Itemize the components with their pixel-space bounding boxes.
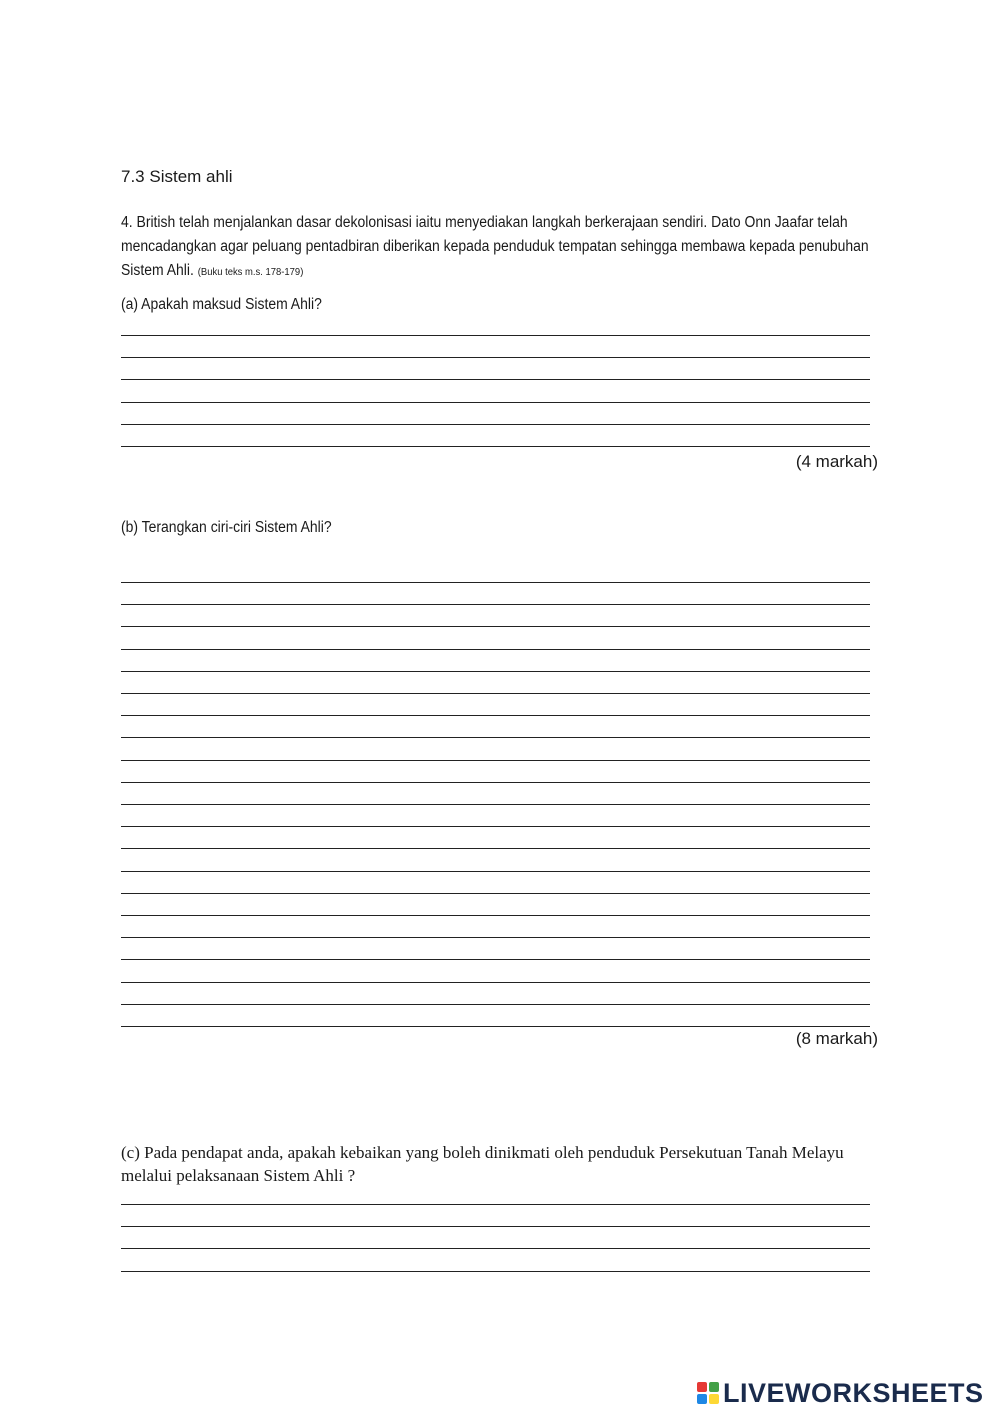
answer-line[interactable] — [121, 335, 870, 336]
question-c: (c) Pada pendapat anda, apakah kebaikan yang boleh dinikmati oleh penduduk Persekutuan Tanah Melayu melalui pelaksanaan Sistem Ahli ? — [121, 1143, 844, 1185]
answer-line[interactable] — [121, 1248, 870, 1249]
answer-line[interactable] — [121, 893, 870, 894]
answer-line[interactable] — [121, 582, 870, 583]
answer-line[interactable] — [121, 671, 870, 672]
textbook-reference: (Buku teks m.s. 178-179) — [197, 266, 304, 278]
liveworksheets-logo-icon — [697, 1382, 719, 1404]
liveworksheets-brand-text: LIVEWORKSHEETS — [723, 1377, 984, 1408]
answer-line[interactable] — [121, 715, 870, 716]
answer-line[interactable] — [121, 379, 870, 380]
answer-line[interactable] — [121, 1026, 870, 1027]
answer-line[interactable] — [121, 402, 870, 403]
marks-b: (8 markah) — [795, 1029, 878, 1048]
answer-line[interactable] — [121, 1204, 870, 1205]
answer-line[interactable] — [121, 826, 870, 827]
logo-square-red — [697, 1382, 707, 1392]
answer-line[interactable] — [121, 937, 870, 938]
question-4-text — [121, 211, 882, 284]
marks-a: (4 markah) — [795, 452, 878, 471]
answer-line[interactable] — [121, 693, 870, 694]
question-4-body: 4. British telah menjalankan dasar dekolonisasi iaitu menyediakan langkah berkerajaan sendiri. Dato Onn Jaafar telah mencadangkan agar peluang pentadbiran diberikan kepada penduduk tempatan sehingga membawa kepada penubuhan Sistem Ahli. — [121, 214, 869, 279]
answer-line[interactable] — [121, 782, 870, 783]
answer-line[interactable] — [121, 1004, 870, 1005]
answer-line[interactable] — [121, 604, 870, 605]
answer-line[interactable] — [121, 915, 870, 916]
answer-line[interactable] — [121, 959, 870, 960]
question-a: (a) Apakah maksud Sistem Ahli? — [121, 296, 322, 313]
answer-line[interactable] — [121, 357, 870, 358]
answer-line[interactable] — [121, 848, 870, 849]
answer-line[interactable] — [121, 804, 870, 805]
logo-square-yellow — [709, 1394, 719, 1404]
section-title: 7.3 Sistem ahli — [121, 167, 233, 186]
question-b: (b) Terangkan ciri-ciri Sistem Ahli? — [121, 519, 332, 536]
answer-line[interactable] — [121, 871, 870, 872]
answer-line[interactable] — [121, 1226, 870, 1227]
answer-line[interactable] — [121, 626, 870, 627]
answer-line[interactable] — [121, 649, 870, 650]
logo-square-blue — [697, 1394, 707, 1404]
answer-line[interactable] — [121, 982, 870, 983]
answer-line[interactable] — [121, 1271, 870, 1272]
answer-line[interactable] — [121, 737, 870, 738]
answer-line[interactable] — [121, 446, 870, 447]
answer-line[interactable] — [121, 424, 870, 425]
logo-square-green — [709, 1382, 719, 1392]
answer-line[interactable] — [121, 760, 870, 761]
liveworksheets-logo[interactable] — [697, 1378, 984, 1408]
